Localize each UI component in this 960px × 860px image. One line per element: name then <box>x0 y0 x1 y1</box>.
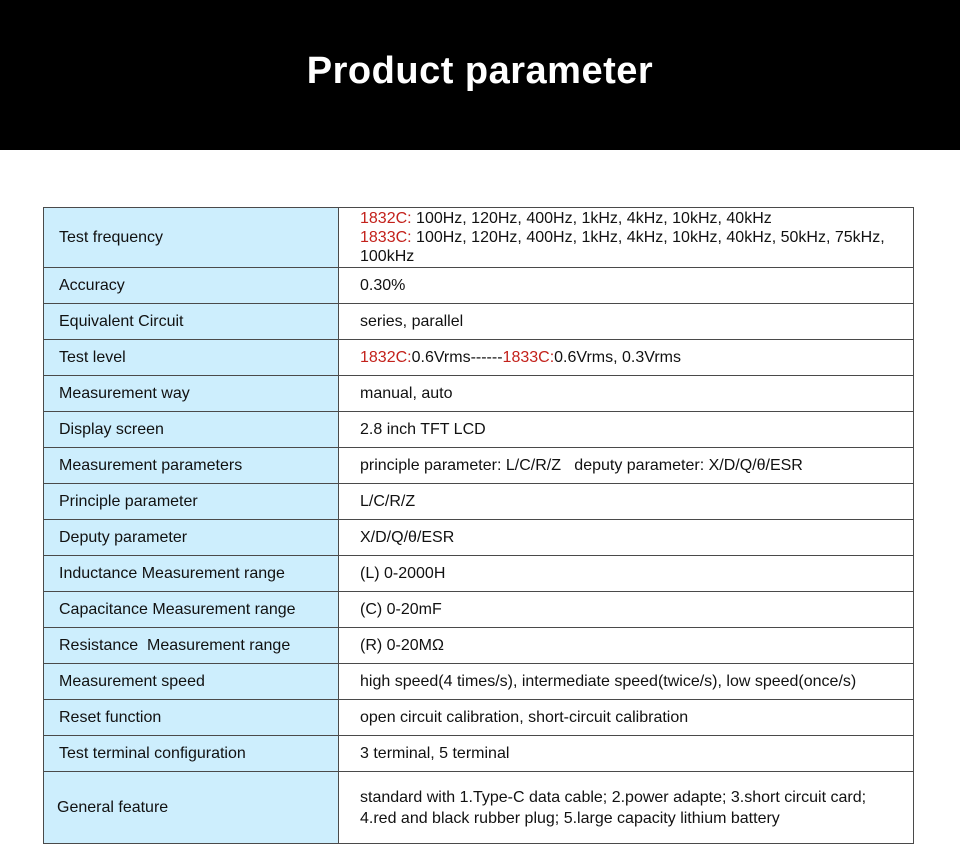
table-row <box>44 736 914 772</box>
table-row <box>44 772 914 844</box>
row-label: Resistance Measurement range <box>44 628 339 664</box>
row-value: high speed(4 times/s), intermediate speed(twice/s), low speed(once/s) <box>339 664 914 700</box>
feature-line: standard with 1.Type-C data cable; 2.power adapte; 3.short circuit card; <box>360 788 867 806</box>
frequency-list: 100Hz, 120Hz, 400Hz, 1kHz, 4kHz, 10kHz, 40kHz <box>411 210 772 227</box>
frequency-line-1832c <box>360 209 913 228</box>
row-value: (C) 0-20mF <box>339 592 914 628</box>
row-value <box>339 208 914 268</box>
row-value: 3 terminal, 5 terminal <box>339 736 914 772</box>
row-label: General feature <box>44 772 339 844</box>
row-value: (R) 0-20MΩ <box>339 628 914 664</box>
row-value: open circuit calibration, short-circuit calibration <box>339 700 914 736</box>
row-label: Deputy parameter <box>44 520 339 556</box>
header-banner <box>0 0 960 150</box>
table-row <box>44 412 914 448</box>
row-value <box>339 772 914 844</box>
level-text: 0.6Vrms, 0.3Vrms <box>554 348 681 366</box>
feature-line: 4.red and black rubber plug; 5.large capacity lithium battery <box>360 809 780 827</box>
row-value: (L) 0-2000H <box>339 556 914 592</box>
table-row <box>44 340 914 376</box>
row-label: Capacitance Measurement range <box>44 592 339 628</box>
row-label: Measurement speed <box>44 664 339 700</box>
row-label: Test frequency <box>44 208 339 268</box>
table-row <box>44 208 914 268</box>
row-label: Inductance Measurement range <box>44 556 339 592</box>
parameter-table <box>43 207 914 844</box>
row-value: 2.8 inch TFT LCD <box>339 412 914 448</box>
row-value: L/C/R/Z <box>339 484 914 520</box>
level-text: 0.6Vrms------ <box>411 348 503 366</box>
row-label: Principle parameter <box>44 484 339 520</box>
row-label: Test terminal configuration <box>44 736 339 772</box>
table-row <box>44 592 914 628</box>
model-tag: 1832C: <box>360 348 412 366</box>
row-label: Reset function <box>44 700 339 736</box>
model-tag: 1833C: <box>360 229 412 246</box>
table-row <box>44 628 914 664</box>
table-row <box>44 520 914 556</box>
table-row <box>44 484 914 520</box>
row-value: X/D/Q/θ/ESR <box>339 520 914 556</box>
row-label: Equivalent Circuit <box>44 304 339 340</box>
frequency-list: 100Hz, 120Hz, 400Hz, 1kHz, 4kHz, 10kHz, 40kHz, 50kHz, 75kHz, 100kHz <box>360 229 885 265</box>
model-tag: 1833C: <box>502 348 555 366</box>
table-row <box>44 268 914 304</box>
row-label: Measurement way <box>44 376 339 412</box>
model-tag: 1832C: <box>360 210 412 227</box>
row-value: 0.30% <box>339 268 914 304</box>
row-label: Test level <box>44 340 339 376</box>
table-row <box>44 700 914 736</box>
row-value: principle parameter: L/C/R/Z deputy parameter: X/D/Q/θ/ESR <box>339 448 914 484</box>
page-title: Product parameter <box>306 49 654 92</box>
row-label: Display screen <box>44 412 339 448</box>
row-value: series, parallel <box>339 304 914 340</box>
frequency-line-1833c <box>360 228 913 266</box>
row-label: Accuracy <box>44 268 339 304</box>
table-row <box>44 664 914 700</box>
table-row <box>44 556 914 592</box>
row-label: Measurement parameters <box>44 448 339 484</box>
table-row <box>44 304 914 340</box>
row-value <box>339 340 914 376</box>
table-row <box>44 448 914 484</box>
table-row <box>44 376 914 412</box>
row-value: manual, auto <box>339 376 914 412</box>
